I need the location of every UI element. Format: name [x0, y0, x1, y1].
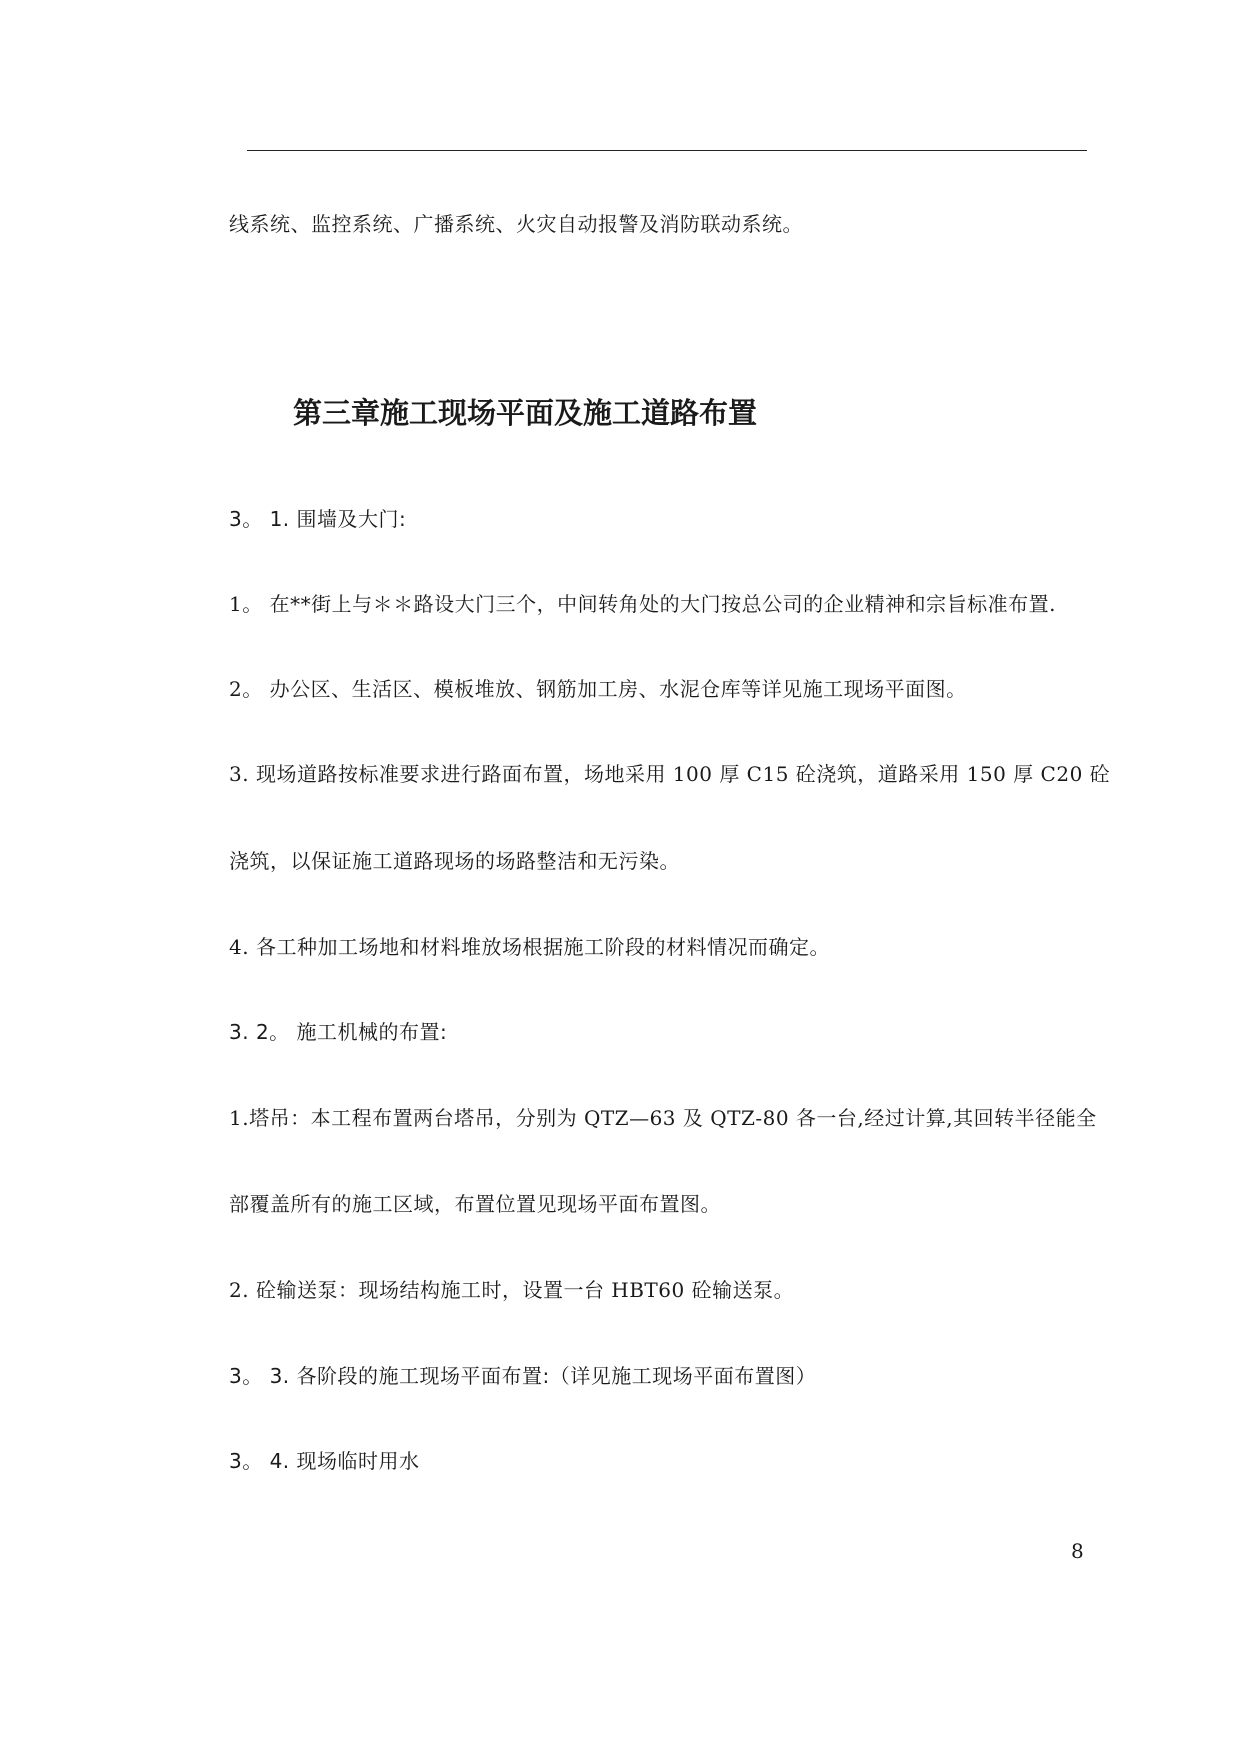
- section-heading-3-4: 3。 4. 现场临时用水: [229, 1449, 420, 1473]
- paragraph-concrete-pump: 2. 砼输送泵：现场结构施工时，设置一台 HBT60 砼输送泵。: [229, 1278, 795, 1302]
- section-heading-3-3: 3。 3. 各阶段的施工现场平面布置:（详见施工现场平面布置图）: [229, 1364, 817, 1388]
- paragraph-item-3: 3. 现场道路按标准要求进行路面布置，场地采用 100 厚 C15 砼浇筑，道路采用 150 厚 C20 砼: [229, 762, 1111, 786]
- paragraph-tower-crane-cont: 部覆盖所有的施工区域，布置位置见现场平面布置图。: [229, 1192, 721, 1216]
- continuation-text: 线系统、监控系统、广播系统、火灾自动报警及消防联动系统。: [229, 212, 803, 236]
- header-rule: [247, 150, 1087, 151]
- paragraph-item-1: 1。 在**街上与＊＊路设大门三个，中间转角处的大门按总公司的企业精神和宗旨标准布置.: [229, 592, 1056, 616]
- paragraph-tower-crane: 1.塔吊：本工程布置两台塔吊，分别为 QTZ—63 及 QTZ-80 各一台,经过计算,其回转半径能全: [229, 1106, 1097, 1130]
- section-heading-3-2: 3. 2。 施工机械的布置:: [229, 1020, 448, 1044]
- page-number: 8: [1071, 1539, 1084, 1563]
- paragraph-item-4: 4. 各工种加工场地和材料堆放场根据施工阶段的材料情况而确定。: [229, 935, 830, 959]
- paragraph-item-3-cont: 浇筑，以保证施工道路现场的场路整洁和无污染。: [229, 849, 680, 873]
- chapter-title: 第三章施工现场平面及施工道路布置: [293, 396, 758, 430]
- section-heading-3-1: 3。 1. 围墙及大门:: [229, 507, 407, 531]
- paragraph-item-2: 2。 办公区、生活区、模板堆放、钢筋加工房、水泥仓库等详见施工现场平面图。: [229, 677, 967, 701]
